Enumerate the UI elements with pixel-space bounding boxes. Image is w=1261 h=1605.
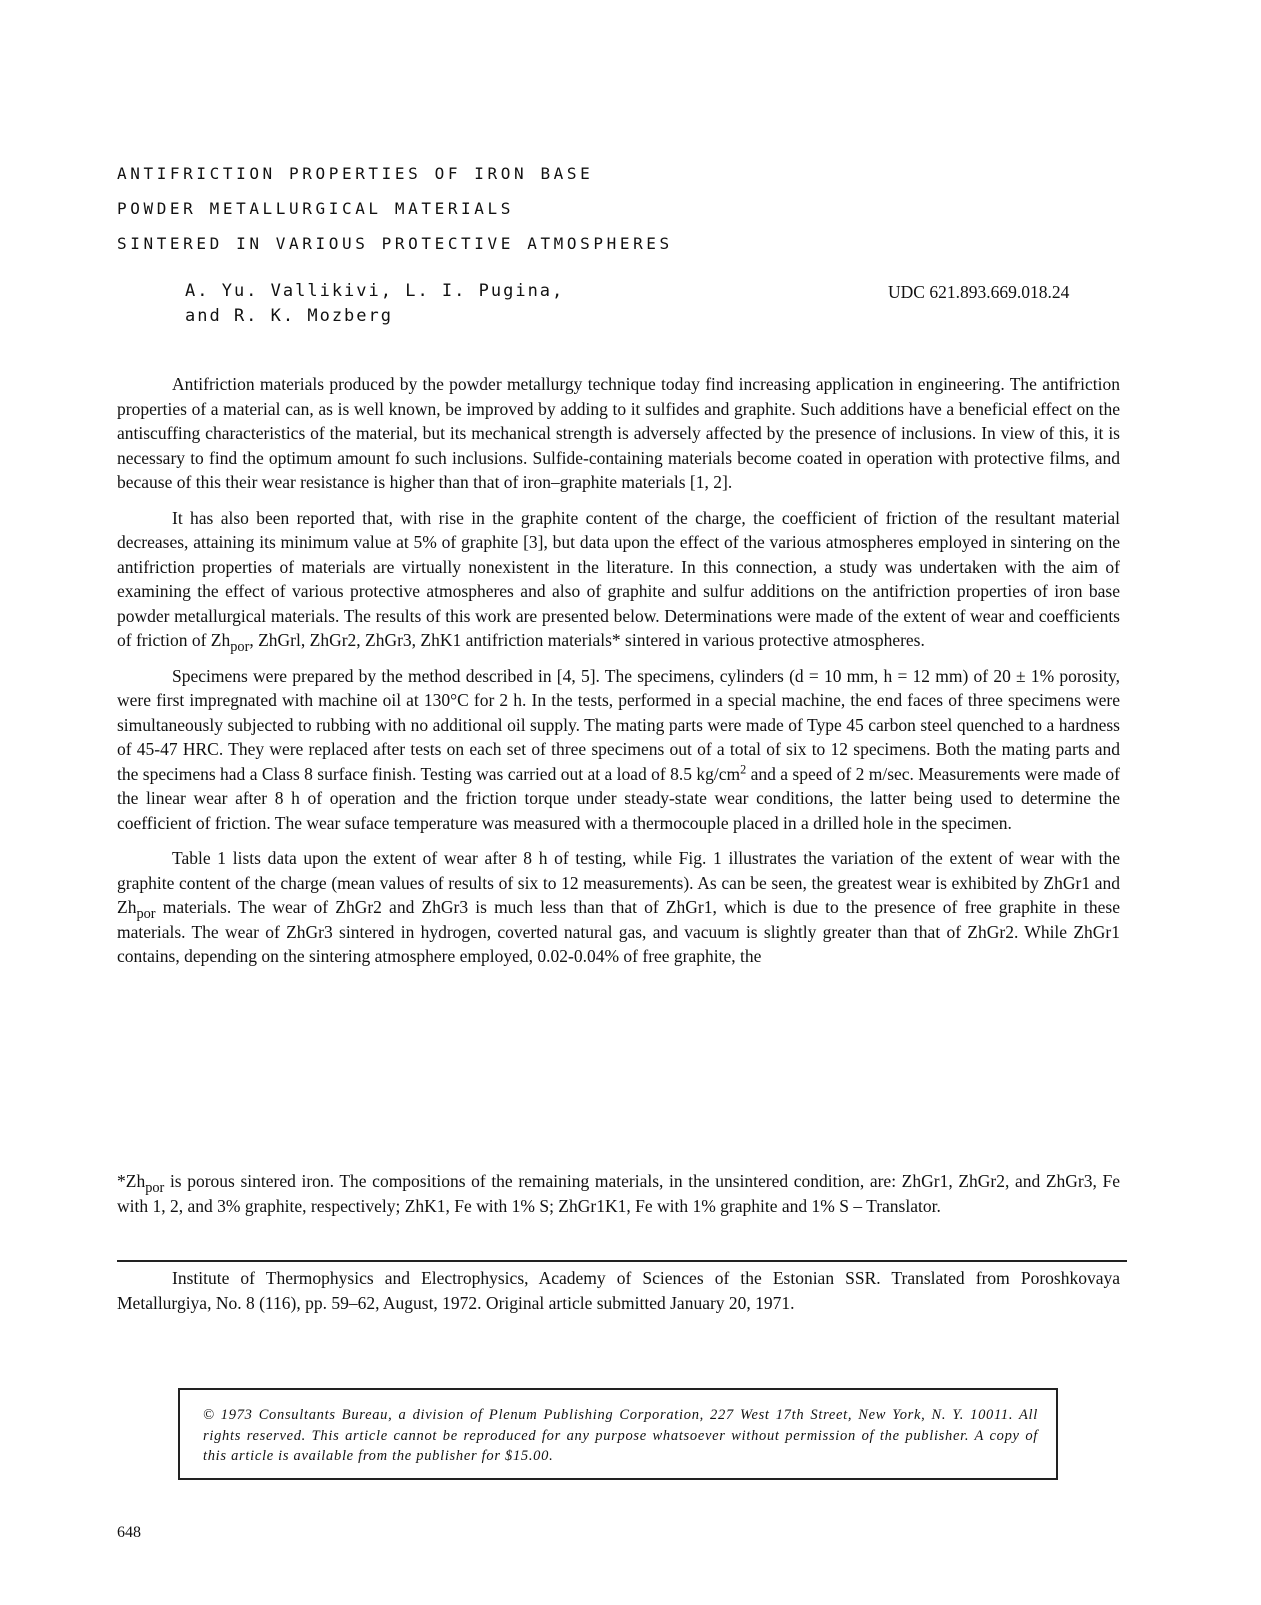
paragraph-4 bbox=[117, 846, 1120, 969]
paragraph-2-subscript: por bbox=[230, 639, 250, 656]
paragraph-4-text-a: Table 1 lists data upon the extent of wear after 8 h of testing, while Fig. 1 illustrates the variation of the extent of wear with the graphite content of the charge (mean values of results of six to 12 measurements). As can be seen, the greatest wear is exhibited by ZhGr1 and Zh bbox=[117, 848, 1120, 917]
footnote-text: is porous sintered iron. The compositions of the remaining materials, in the unsintered condition, are: ZhGr1, ZhGr2, and ZhGr3, Fe with 1, 2, and 3% graphite, respectively; ZhK1, Fe with 1% S; ZhGr1K1, Fe with 1% graphite and 1% S – Translator. bbox=[117, 1171, 1120, 1216]
udc-code: UDC 621.893.669.018.24 bbox=[888, 282, 1070, 302]
author-list bbox=[185, 279, 564, 329]
paragraph-3-text-b: and a speed of 2 m/sec. Measurements were made of the linear wear after 8 h of operation and the friction torque under steady-state wear conditions, the latter being used to determine the coefficient of friction. The wear suface temperature was measured with a thermocouple placed in a drilled hole in the specimen. bbox=[117, 763, 1120, 833]
article-title bbox=[117, 156, 937, 261]
title-line-1: ANTIFRICTION PROPERTIES OF IRON BASE bbox=[117, 164, 594, 183]
authors-line-1: A. Yu. Vallikivi, L. I. Pugina, bbox=[185, 281, 565, 301]
article-body bbox=[117, 372, 1120, 980]
authors-line-2: and R. K. Mozberg bbox=[185, 306, 393, 326]
footnote-prefix: *Zh bbox=[117, 1171, 146, 1191]
paragraph-2-text-a: It has also been reported that, with rise in the graphite content of the charge, the coefficient of friction of the resultant material decreases, attaining its minimum value at 5% of graphite [3], but data upon the effect of the various atmospheres employed in sintering on the antifriction properties of materials are virtually nonexistent in the literature. In this connection, a study was undertaken with the aim of examining the effect of various protective atmospheres and also of graphite and sulfur additions on the antifriction properties of iron base powder metallurgical materials. The results of this work are presented below. Determinations were made of the extent of wear and coefficients of friction of Zh bbox=[117, 507, 1120, 650]
paragraph-3-superscript: 2 bbox=[740, 761, 747, 776]
paragraph-2-text-b: , ZhGrl, ZhGr2, ZhGr3, ZhK1 antifriction materials* sintered in various protective atmospheres. bbox=[249, 630, 925, 650]
paragraph-3-text-a: Specimens were prepared by the method described in [4, 5]. The specimens, cylinders (d = 10 mm, h = 12 mm) of 20 ± 1% porosity, were first impregnated with machine oil at 130°C for 2 h. In the tests, performed in a special machine, the end faces of three specimens were simultaneously subjected to rubbing with no additional oil supply. The mating parts were made of Type 45 carbon steel quenched to a hardness of 45-47 HRC. They were replaced after tests on each set of three specimens out of a total of six to 12 specimens. Both the mating parts and the specimens had a Class 8 surface finish. Testing was carried out at a load of 8.5 kg/cm bbox=[117, 665, 1120, 784]
paragraph-3 bbox=[117, 664, 1120, 836]
paragraph-4-text-b: materials. The wear of ZhGr2 and ZhGr3 is much less than that of ZhGr1, which is due to the presence of free graphite in these materials. The wear of ZhGr3 sintered in hydrogen, coverted natural gas, and vacuum is slightly greater than that of ZhGr2. While ZhGr1 contains, depending on the sintering atmosphere employed, 0.02-0.04% of free graphite, the bbox=[117, 897, 1120, 966]
paragraph-4-subscript: por bbox=[136, 906, 156, 923]
footnote-divider bbox=[117, 1260, 1127, 1262]
copyright-notice: © 1973 Consultants Bureau, a division of Plenum Publishing Corporation, 227 West 17th Street, New York, N. Y. 10011. All rights reserved. This article cannot be reproduced for any purpose whatsoever without permission of the publisher. A copy of this article is available from the publisher for $15.00. bbox=[178, 1388, 1058, 1480]
translator-footnote bbox=[117, 1169, 1120, 1218]
institute-note: Institute of Thermophysics and Electrophysics, Academy of Sciences of the Estonian SSR. Translated from Poroshkovaya Metallurgiya, No. 8 (116), pp. 59–62, August, 1972. Original article submitted January 20, 1971. bbox=[117, 1268, 1120, 1313]
title-line-2: POWDER METALLURGICAL MATERIALS bbox=[117, 199, 514, 218]
paragraph-2 bbox=[117, 506, 1120, 656]
page-number: 648 bbox=[117, 1524, 141, 1541]
paragraph-1: Antifriction materials produced by the powder metallurgy technique today find increasing application in engineering. The antifriction properties of a material can, as is well known, be improved by adding to it sulfides and graphite. Such additions have a beneficial effect on the antiscuffing characteristics of the material, but its mechanical strength is adversely affected by the presence of inclusions. In view of this, it is necessary to find the optimum amount fo such inclusions. Sulfide-containing materials become coated in operation with protective films, and because of this their wear resistance is higher than that of iron–graphite materials [1, 2]. bbox=[117, 374, 1120, 492]
title-line-3: SINTERED IN VARIOUS PROTECTIVE ATMOSPHERES bbox=[117, 234, 673, 253]
footnote-subscript: por bbox=[145, 1180, 165, 1197]
